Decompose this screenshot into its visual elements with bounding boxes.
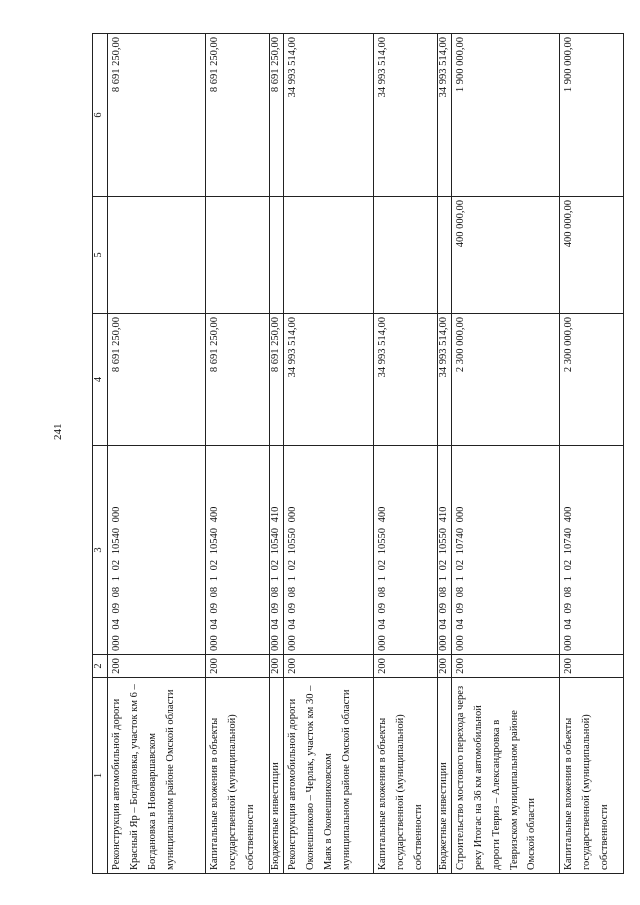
row-name: Строительство мостового перехода через реку Итогас на 36 км автомобильной дороги Тевриз – Александровка в Тевризском муниципальном районе Омской области [452,678,560,874]
row-code3: 000 04 09 08 1 02 10540 400 [206,446,270,655]
row-col4: 2 300 000,00 [560,314,624,446]
row-col4: 34 993 514,00 [438,314,452,446]
row-col5 [270,197,284,314]
header-col-6: 6 [93,34,108,197]
table-row [270,34,284,874]
table-row [108,34,206,874]
row-name: Капитальные вложения в объекты государственной (муниципальной) собственности [560,678,624,874]
header-col-4: 4 [93,314,108,446]
row-name: Капитальные вложения в объекты государственной (муниципальной) собственности [206,678,270,874]
row-col4: 2 300 000,00 [452,314,560,446]
row-code2: 200 [270,655,284,678]
row-col5: 400 000,00 [560,197,624,314]
table-row [452,34,560,874]
row-col4: 8 691 250,00 [206,314,270,446]
header-row [93,34,108,874]
row-code3: 000 04 09 08 1 02 10740 000 [452,446,560,655]
row-col4: 8 691 250,00 [270,314,284,446]
row-col5 [374,197,438,314]
row-col6: 34 993 514,00 [284,34,374,197]
row-code2: 200 [284,655,374,678]
row-name: Бюджетные инвестиции [438,678,452,874]
header-col-3: 3 [93,446,108,655]
row-code3: 000 04 09 08 1 02 10740 400 [560,446,624,655]
budget-table [92,33,624,874]
row-code3: 000 04 09 08 1 02 10550 000 [284,446,374,655]
row-col5 [108,197,206,314]
table-row [374,34,438,874]
header-col-5: 5 [93,197,108,314]
row-col4: 34 993 514,00 [374,314,438,446]
page-number: 241 [52,423,64,440]
header-col-2: 2 [93,655,108,678]
row-col6: 1 900 000,00 [452,34,560,197]
table-row [560,34,624,874]
row-col6: 1 900 000,00 [560,34,624,197]
row-code3: 000 04 09 08 1 02 10540 410 [270,446,284,655]
budget-table-sheet [92,34,610,874]
row-name: Бюджетные инвестиции [270,678,284,874]
row-code3: 000 04 09 08 1 02 10550 410 [438,446,452,655]
row-code2: 200 [206,655,270,678]
row-col4: 8 691 250,00 [108,314,206,446]
row-code2: 200 [438,655,452,678]
row-col4: 34 993 514,00 [284,314,374,446]
row-col6: 8 691 250,00 [206,34,270,197]
row-code2: 200 [452,655,560,678]
table-row [206,34,270,874]
table-row [284,34,374,874]
row-col6: 34 993 514,00 [374,34,438,197]
row-name: Капитальные вложения в объекты государственной (муниципальной) собственности [374,678,438,874]
row-name: Реконструкция автомобильной дороги Красный Яр – Богдановка, участок км 6 – Богдановка в Нововаршавском муниципальном районе Омской области [108,678,206,874]
row-code2: 200 [108,655,206,678]
row-col6: 8 691 250,00 [108,34,206,197]
row-code2: 200 [374,655,438,678]
row-code2: 200 [560,655,624,678]
row-col6: 8 691 250,00 [270,34,284,197]
row-name: Реконструкция автомобильной дороги Оконешниково – Черлак, участок км 30 – Маяк в Оконешниковском муниципальном районе Омской области [284,678,374,874]
row-col6: 34 993 514,00 [438,34,452,197]
row-code3: 000 04 09 08 1 02 10540 000 [108,446,206,655]
table-row [438,34,452,874]
row-col5 [284,197,374,314]
row-col5 [206,197,270,314]
row-col5: 400 000,00 [452,197,560,314]
row-col5 [438,197,452,314]
header-col-1: 1 [93,678,108,874]
row-code3: 000 04 09 08 1 02 10550 400 [374,446,438,655]
